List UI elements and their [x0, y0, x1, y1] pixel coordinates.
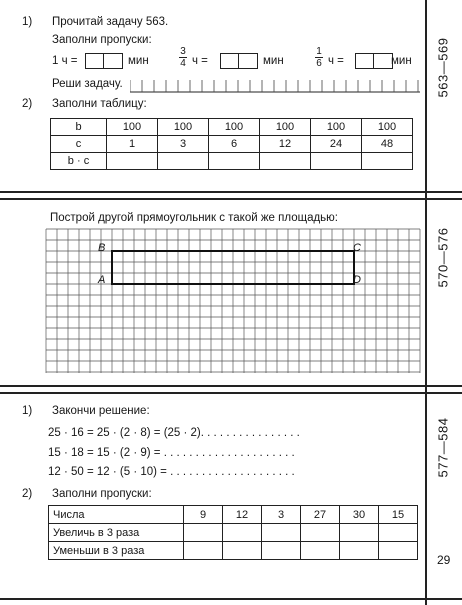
- table-row: [51, 153, 413, 170]
- task-number: 2): [22, 98, 33, 110]
- vertex-label-d: D: [353, 274, 361, 286]
- task-text: Заполни пропуски:: [52, 488, 152, 500]
- table-cell: 1: [107, 136, 158, 153]
- task-number: 1): [22, 16, 33, 28]
- task-number: 2): [22, 488, 33, 500]
- divider-2b: [0, 392, 462, 394]
- equation-label: ч =: [328, 55, 344, 67]
- solution-line[interactable]: 25 · 16 = 25 · (2 · 8) = (25 · 2). . . . . . . . . . . . . . . .: [48, 427, 300, 439]
- table-cell: 3: [158, 136, 209, 153]
- answer-cell[interactable]: [260, 153, 311, 170]
- solution-line[interactable]: 15 · 18 = 15 · (2 · 9) = . . . . . . . . . . . . . . . . . . . . .: [48, 447, 295, 459]
- task-text: Реши задачу.: [52, 78, 123, 90]
- fraction-3-4: [178, 46, 188, 69]
- equation-label: 1 ч =: [52, 55, 78, 67]
- blank-box[interactable]: [103, 53, 123, 69]
- side-label-577-584: 577—584: [435, 417, 451, 478]
- side-label-570-576: 570—576: [435, 227, 451, 288]
- equation-label: ч =: [192, 55, 208, 67]
- fraction-numerator: 3: [180, 46, 186, 57]
- fraction-denominator: 4: [180, 58, 186, 69]
- graph-grid[interactable]: [0, 225, 425, 377]
- divider-1: [0, 191, 462, 193]
- task-number: 1): [22, 405, 33, 417]
- table-cell: 12: [223, 506, 262, 524]
- answer-cell[interactable]: [158, 153, 209, 170]
- table-cell: 100: [311, 119, 362, 136]
- unit-label: мин: [128, 55, 149, 67]
- answer-cell[interactable]: [223, 542, 262, 560]
- unit-label: мин: [391, 55, 412, 67]
- right-margin-line: [425, 0, 427, 605]
- vertex-label-a: A: [98, 274, 106, 286]
- answer-cell[interactable]: [184, 524, 223, 542]
- table-cell: b · c: [51, 153, 107, 170]
- fraction-numerator: 1: [316, 46, 322, 57]
- table-row: [49, 524, 418, 542]
- table-row: [51, 136, 413, 153]
- table-row: [49, 506, 418, 524]
- table-cell: 27: [301, 506, 340, 524]
- table-cell: Уменьши в 3 раза: [49, 542, 184, 560]
- answer-cell[interactable]: [301, 542, 340, 560]
- answer-cell[interactable]: [223, 524, 262, 542]
- table-cell: Увеличь в 3 раза: [49, 524, 184, 542]
- answer-cell[interactable]: [311, 153, 362, 170]
- table-cell: 15: [379, 506, 418, 524]
- table-cell: 12: [260, 136, 311, 153]
- blank-box[interactable]: [220, 53, 240, 69]
- table-b-c: [50, 118, 413, 170]
- answer-cell[interactable]: [262, 542, 301, 560]
- answer-cell[interactable]: [362, 153, 413, 170]
- task-text: Заполни таблицу:: [52, 98, 147, 110]
- table-cell: 100: [260, 119, 311, 136]
- side-label-563-569: 563—569: [435, 37, 451, 98]
- answer-cell[interactable]: [340, 524, 379, 542]
- answer-cell[interactable]: [184, 542, 223, 560]
- table-row: [49, 542, 418, 560]
- table-cell: 100: [107, 119, 158, 136]
- answer-cell[interactable]: [340, 542, 379, 560]
- table-cell: 6: [209, 136, 260, 153]
- task-text: Заполни пропуски:: [52, 34, 152, 46]
- table-row: [51, 119, 413, 136]
- fraction-1-6: [314, 46, 324, 69]
- table-cell: Числа: [49, 506, 184, 524]
- fraction-denominator: 6: [316, 58, 322, 69]
- blank-box[interactable]: [355, 53, 375, 69]
- table-cell: 9: [184, 506, 223, 524]
- blank-box[interactable]: [373, 53, 393, 69]
- table-cell: b: [51, 119, 107, 136]
- vertex-label-c: C: [353, 242, 361, 254]
- table-cell: c: [51, 136, 107, 153]
- table-cell: 48: [362, 136, 413, 153]
- answer-cell[interactable]: [209, 153, 260, 170]
- table-cell: 3: [262, 506, 301, 524]
- table-numbers: [48, 505, 418, 560]
- divider-1b: [0, 198, 462, 200]
- table-cell: 100: [209, 119, 260, 136]
- answer-cell[interactable]: [301, 524, 340, 542]
- instruction-text: Построй другой прямоугольник с такой же площадью:: [50, 212, 338, 224]
- table-cell: 100: [362, 119, 413, 136]
- task-text: Прочитай задачу 563.: [52, 16, 169, 28]
- bottom-line: [0, 598, 462, 600]
- answer-cell[interactable]: [379, 542, 418, 560]
- answer-cell[interactable]: [379, 524, 418, 542]
- answer-cell[interactable]: [262, 524, 301, 542]
- solution-line[interactable]: 12 · 50 = 12 · (5 · 10) = . . . . . . . . . . . . . . . . . . . .: [48, 466, 295, 478]
- blank-box[interactable]: [85, 53, 105, 69]
- unit-label: мин: [263, 55, 284, 67]
- answer-cell[interactable]: [107, 153, 158, 170]
- table-cell: 30: [340, 506, 379, 524]
- divider-2: [0, 385, 462, 387]
- table-cell: 24: [311, 136, 362, 153]
- vertex-label-b: B: [98, 242, 106, 254]
- task-text: Закончи решение:: [52, 405, 150, 417]
- table-cell: 100: [158, 119, 209, 136]
- page-number: 29: [437, 553, 451, 567]
- blank-box[interactable]: [238, 53, 258, 69]
- answer-line[interactable]: [130, 78, 420, 94]
